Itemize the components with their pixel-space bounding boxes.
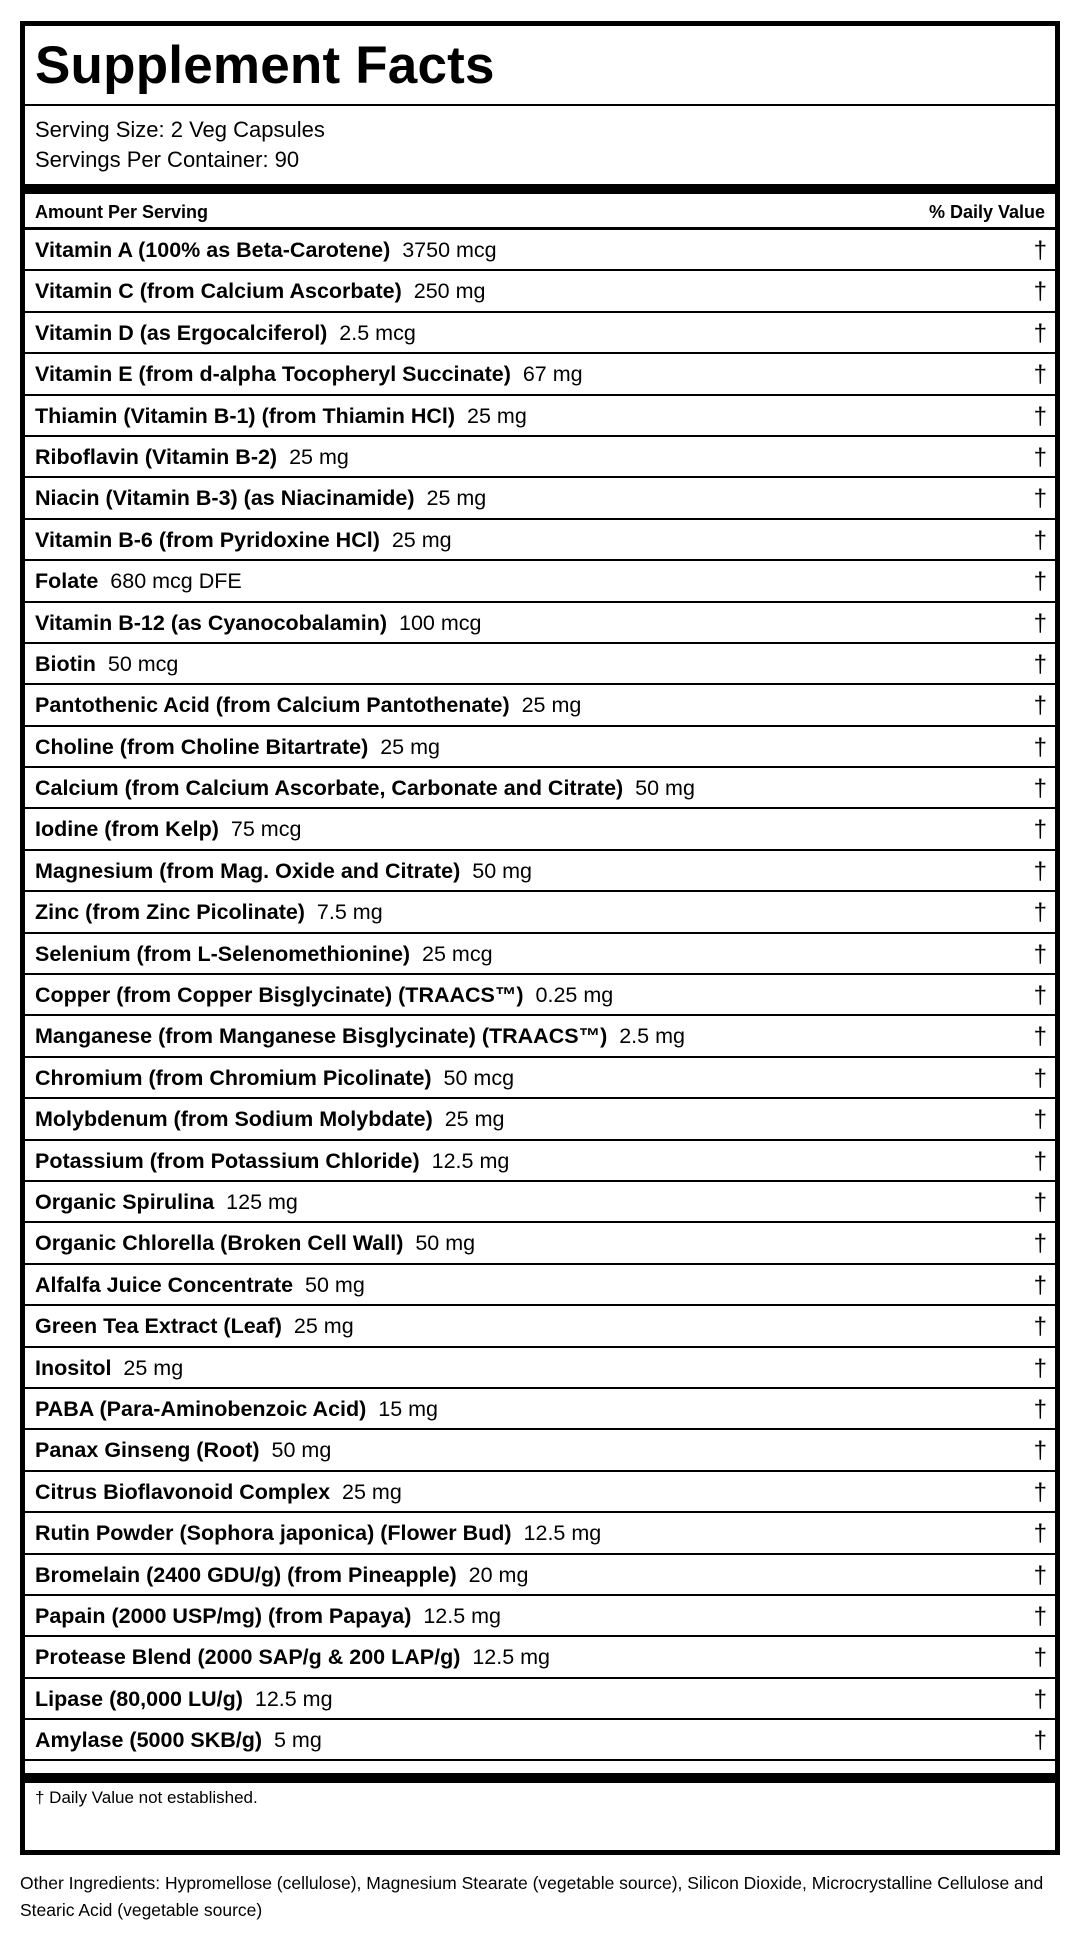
daily-value-dagger: † [1033, 1561, 1047, 1589]
nutrient-label: Chromium (from Chromium Picolinate) [35, 1065, 432, 1090]
nutrient-name [35, 983, 613, 1008]
nutrient-amount: 75 mcg [230, 817, 302, 842]
daily-value-dagger: † [1033, 1188, 1047, 1216]
nutrient-row [25, 685, 1055, 726]
nutrient-name [35, 735, 440, 760]
nutrient-label: Organic Chlorella (Broken Cell Wall) [35, 1231, 404, 1256]
nutrient-row [25, 1596, 1055, 1637]
nutrient-label: Pantothenic Acid (from Calcium Pantothenate) [35, 693, 510, 718]
nutrient-row [25, 1513, 1055, 1554]
nutrient-name [35, 942, 493, 967]
daily-value-dagger: † [1033, 1644, 1047, 1672]
nutrient-label: Biotin [35, 651, 96, 676]
nutrient-row [25, 478, 1055, 519]
nutrient-amount: 250 mg [413, 279, 486, 304]
nutrient-name [35, 445, 349, 470]
nutrient-label: Organic Spirulina [35, 1189, 215, 1214]
nutrient-row [25, 1099, 1055, 1140]
nutrient-name [35, 404, 527, 429]
nutrient-amount: 50 mg [415, 1231, 476, 1256]
daily-value-dagger: † [1033, 1271, 1047, 1299]
nutrient-row [25, 851, 1055, 892]
other-ingredients: Other Ingredients: Hypromellose (cellulose), Magnesium Stearate (vegetable source), Silicon Dioxide, Microcrystalline Cellulose and Stearic Acid (vegetable source) [20, 1873, 1044, 1920]
nutrient-amount: 12.5 mg [254, 1686, 333, 1711]
nutrient-name [35, 1563, 528, 1588]
nutrient-row [25, 809, 1055, 850]
nutrient-label: Zinc (from Zinc Picolinate) [35, 900, 305, 925]
daily-value-dagger: † [1033, 319, 1047, 347]
nutrient-name [35, 1356, 183, 1381]
nutrient-label: Rutin Powder (Sophora japonica) (Flower Bud) [35, 1521, 512, 1546]
nutrient-label: Vitamin D (as Ergocalciferol) [35, 320, 328, 345]
nutrient-amount: 50 mg [305, 1272, 365, 1297]
nutrient-label: Protease Blend (2000 SAP/g & 200 LAP/g) [35, 1645, 461, 1670]
nutrient-label: Citrus Bioflavonoid Complex [35, 1479, 331, 1504]
nutrient-row [25, 1141, 1055, 1182]
nutrient-row [25, 1348, 1055, 1389]
nutrient-name [35, 776, 695, 801]
daily-value-dagger: † [1033, 1685, 1047, 1713]
nutrient-label: Calcium (from Calcium Ascorbate, Carbonate and Citrate) [35, 776, 624, 801]
daily-value-dagger: † [1033, 650, 1047, 678]
panel-title: Supplement Facts [25, 26, 1055, 106]
serving-info [25, 106, 1055, 184]
nutrient-label: Bromelain (2400 GDU/g) (from Pineapple) [35, 1562, 457, 1587]
nutrient-amount: 2.5 mg [619, 1024, 685, 1049]
daily-value-dagger: † [1033, 1106, 1047, 1134]
nutrient-label: Papain (2000 USP/mg) (from Papaya) [35, 1603, 412, 1628]
nutrient-name [35, 1066, 514, 1091]
nutrient-name [35, 362, 583, 387]
nutrient-row [25, 1720, 1055, 1761]
nutrient-row [25, 934, 1055, 975]
daily-value-dagger: † [1033, 1230, 1047, 1258]
nutrient-amount: 25 mg [342, 1479, 402, 1504]
nutrient-label: Green Tea Extract (Leaf) [35, 1314, 282, 1339]
daily-value-dagger: † [1033, 361, 1047, 389]
nutrient-name [35, 1728, 322, 1753]
nutrient-row [25, 1058, 1055, 1099]
nutrient-amount: 20 mg [468, 1562, 529, 1587]
nutrient-label: Potassium (from Potassium Chloride) [35, 1148, 420, 1173]
nutrient-amount: 125 mg [226, 1189, 298, 1214]
nutrient-name [35, 1687, 333, 1712]
nutrient-label: Vitamin C (from Calcium Ascorbate) [35, 279, 402, 304]
nutrient-name [35, 1314, 354, 1339]
daily-value-dagger: † [1033, 733, 1047, 761]
nutrient-amount: 7.5 mg [316, 900, 383, 925]
daily-value-label: % Daily Value [928, 202, 1045, 222]
nutrient-amount: 5 mg [274, 1728, 322, 1753]
nutrient-row [25, 354, 1055, 395]
daily-value-dagger: † [1033, 1520, 1047, 1548]
daily-value-dagger: † [1033, 526, 1047, 554]
nutrient-name [35, 1645, 550, 1670]
daily-value-dagger: † [1033, 1437, 1047, 1465]
daily-value-dagger: † [1033, 775, 1047, 803]
nutrient-row [25, 1555, 1055, 1596]
servings-per-container: Servings Per Container: 90 [35, 147, 300, 172]
daily-value-dagger: † [1033, 692, 1047, 720]
nutrient-amount: 50 mg [472, 858, 532, 883]
nutrient-label: Folate [35, 569, 99, 594]
nutrient-row [25, 1637, 1055, 1678]
nutrient-amount: 25 mg [289, 444, 349, 469]
nutrient-amount: 67 mg [522, 362, 583, 387]
daily-value-dagger: † [1033, 1727, 1047, 1755]
daily-value-dagger: † [1033, 485, 1047, 513]
daily-value-dagger: † [1033, 1064, 1047, 1092]
nutrient-name [35, 1273, 365, 1298]
nutrient-amount: 50 mg [635, 776, 695, 801]
nutrient-name [35, 321, 416, 346]
daily-value-dagger: † [1033, 940, 1047, 968]
nutrient-name [35, 1231, 475, 1256]
nutrient-label: Vitamin B-6 (from Pyridoxine HCl) [35, 527, 380, 552]
nutrient-label: Molybdenum (from Sodium Molybdate) [35, 1107, 433, 1132]
nutrient-name [35, 486, 486, 511]
nutrient-amount: 12.5 mg [431, 1148, 510, 1173]
nutrient-name [35, 569, 242, 594]
nutrient-name [35, 900, 383, 925]
nutrient-label: Vitamin B-12 (as Cyanocobalamin) [35, 610, 388, 635]
nutrient-label: Copper (from Copper Bisglycinate) (TRAACS™) [35, 983, 524, 1008]
nutrient-name [35, 1107, 504, 1132]
nutrient-amount: 12.5 mg [523, 1521, 602, 1546]
nutrient-name [35, 1397, 438, 1422]
nutrient-label: Panax Ginseng (Root) [35, 1438, 260, 1463]
nutrient-row [25, 230, 1055, 271]
nutrient-name [35, 1438, 331, 1463]
nutrient-amount: 25 mg [380, 734, 440, 759]
nutrient-amount: 25 mg [521, 693, 582, 718]
daily-value-dagger: † [1033, 237, 1047, 264]
daily-value-dagger: † [1033, 443, 1047, 471]
nutrient-row [25, 1430, 1055, 1471]
nutrient-row [25, 313, 1055, 354]
nutrient-amount: 15 mg [378, 1396, 439, 1421]
nutrient-amount: 25 mg [426, 486, 487, 511]
nutrient-row [25, 1306, 1055, 1347]
thick-divider [25, 184, 1055, 194]
daily-value-dagger: † [1033, 1395, 1047, 1423]
nutrient-amount: 25 mg [467, 403, 527, 428]
daily-value-dagger: † [1033, 1354, 1047, 1382]
nutrient-name [35, 528, 452, 553]
nutrient-amount: 680 mcg DFE [110, 569, 242, 594]
nutrient-label: Magnesium (from Mag. Oxide and Citrate) [35, 858, 461, 883]
nutrient-row [25, 271, 1055, 312]
nutrient-row [25, 603, 1055, 644]
nutrient-row [25, 1223, 1055, 1264]
nutrient-label: Iodine (from Kelp) [35, 817, 219, 842]
nutrient-row [25, 396, 1055, 437]
nutrient-amount: 3750 mcg [402, 238, 497, 262]
nutrient-name [35, 652, 178, 677]
nutrient-row [25, 1389, 1055, 1430]
nutrient-amount: 50 mg [271, 1438, 332, 1463]
daily-value-dagger: † [1033, 1478, 1047, 1506]
nutrient-label: Selenium (from L-Selenomethionine) [35, 941, 411, 966]
nutrient-amount: 25 mg [123, 1355, 184, 1380]
nutrient-row [25, 975, 1055, 1016]
nutrient-row [25, 1016, 1055, 1057]
nutrient-row [25, 520, 1055, 561]
nutrient-amount: 12.5 mg [423, 1603, 502, 1628]
nutrient-label: Vitamin E (from d-alpha Tocopheryl Succinate) [35, 362, 511, 387]
daily-value-dagger: † [1033, 278, 1047, 306]
nutrient-row [25, 1182, 1055, 1223]
nutrient-label: Riboflavin (Vitamin B-2) [35, 444, 278, 469]
nutrient-name [35, 1190, 298, 1215]
nutrient-name [35, 1149, 509, 1174]
nutrient-row [25, 1472, 1055, 1513]
amount-per-serving-label: Amount Per Serving [35, 202, 209, 222]
daily-value-dagger: † [1033, 1023, 1047, 1051]
nutrient-name [35, 1521, 601, 1546]
nutrient-name [35, 859, 532, 884]
nutrient-amount: 25 mg [391, 527, 452, 552]
nutrient-name [35, 1604, 501, 1629]
daily-value-dagger: † [1033, 568, 1047, 596]
daily-value-dagger: † [1033, 857, 1047, 885]
nutrient-row [25, 727, 1055, 768]
thick-divider-bottom [25, 1773, 1055, 1783]
daily-value-dagger: † [1033, 609, 1047, 637]
nutrient-row [25, 437, 1055, 478]
nutrient-label: Inositol [35, 1355, 112, 1380]
nutrient-amount: 25 mcg [422, 941, 493, 966]
nutrient-amount: 0.25 mg [535, 983, 614, 1008]
nutrient-row [25, 561, 1055, 602]
nutrient-name [35, 693, 581, 718]
nutrient-name [35, 817, 301, 842]
nutrient-list [25, 230, 1055, 1761]
nutrient-label: Thiamin (Vitamin B-1) (from Thiamin HCl) [35, 403, 456, 428]
daily-value-dagger: † [1033, 1147, 1047, 1175]
nutrient-label: Choline (from Choline Bitartrate) [35, 734, 369, 759]
nutrient-amount: 25 mg [293, 1314, 354, 1339]
supplement-facts-panel [20, 21, 1060, 1855]
nutrient-name [35, 611, 481, 636]
nutrient-name [35, 1024, 685, 1049]
nutrient-label: Amylase (5000 SKB/g) [35, 1728, 263, 1753]
footnote: † Daily Value not established. [35, 1788, 258, 1807]
nutrient-amount: 2.5 mcg [339, 320, 416, 345]
daily-value-dagger: † [1033, 899, 1047, 927]
nutrient-name [35, 238, 497, 263]
daily-value-dagger: † [1033, 402, 1047, 430]
nutrient-label: PABA (Para-Aminobenzoic Acid) [35, 1396, 367, 1421]
daily-value-dagger: † [1033, 982, 1047, 1010]
daily-value-dagger: † [1033, 816, 1047, 844]
nutrient-name [35, 1480, 402, 1505]
nutrient-row [25, 1265, 1055, 1306]
nutrient-label: Vitamin A (100% as Beta-Carotene) [35, 238, 391, 262]
nutrient-amount: 50 mcg [443, 1065, 515, 1090]
nutrient-row [25, 768, 1055, 809]
nutrient-label: Manganese (from Manganese Bisglycinate) (TRAACS™) [35, 1024, 608, 1049]
nutrient-label: Lipase (80,000 LU/g) [35, 1686, 243, 1711]
nutrient-label: Niacin (Vitamin B-3) (as Niacinamide) [35, 486, 415, 511]
nutrient-row [25, 892, 1055, 933]
amount-header [25, 194, 1055, 230]
daily-value-dagger: † [1033, 1602, 1047, 1630]
daily-value-dagger: † [1033, 1313, 1047, 1341]
nutrient-row [25, 1679, 1055, 1720]
serving-size: Serving Size: 2 Veg Capsules [35, 117, 325, 142]
nutrient-name [35, 279, 485, 304]
nutrient-row [25, 644, 1055, 685]
nutrient-amount: 25 mg [444, 1107, 505, 1132]
nutrient-label: Alfalfa Juice Concentrate [35, 1272, 294, 1297]
nutrient-amount: 100 mcg [399, 610, 482, 635]
nutrient-amount: 50 mcg [107, 651, 179, 676]
nutrient-amount: 12.5 mg [472, 1645, 551, 1670]
